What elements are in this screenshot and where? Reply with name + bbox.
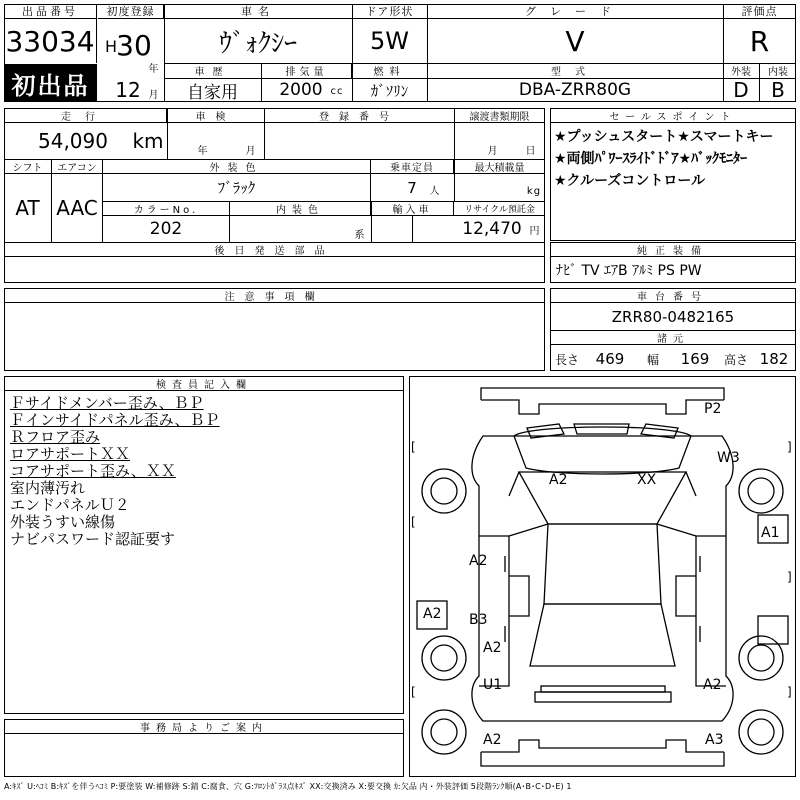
- lot-number: 33034: [4, 19, 97, 63]
- chassis-value: ZRR80-0482165: [611, 308, 735, 326]
- displacement-label: 排気量: [262, 63, 352, 78]
- shift-label: シフト: [4, 159, 52, 174]
- color-no-label: カラーNo.: [103, 201, 230, 216]
- inspection-month-unit: 月: [245, 145, 257, 156]
- rear-bumper-outline: [481, 740, 724, 766]
- inspector-note-5: コアサポート歪み、ＸＸ: [10, 462, 176, 480]
- car-name-value: ｳﾞｫｸｼｰ: [218, 28, 297, 59]
- mileage-value: 54,090: [38, 129, 108, 153]
- first-reg-year-unit: 年: [148, 63, 160, 74]
- import-label: 輸入車: [371, 201, 454, 216]
- body-outline: [472, 436, 733, 721]
- inspector-note-6: 室内薄汚れ: [10, 479, 86, 497]
- bracket-right-rear: ]: [787, 685, 792, 699]
- model-value: DBA-ZRR80G: [518, 80, 632, 100]
- history-label: 車歴: [164, 63, 262, 78]
- mark-w3: W3: [717, 450, 740, 466]
- dims-width-label: 幅: [646, 352, 659, 367]
- displacement-value: 2000: [279, 80, 323, 100]
- capacity-label: 乗車定員: [371, 159, 454, 174]
- displacement-unit: cc: [330, 85, 344, 97]
- inspection-label: 車検: [167, 108, 264, 123]
- fuel-value: ｶﾞｿﾘﾝ: [370, 81, 409, 100]
- equipment-label: 純正装備: [550, 242, 796, 257]
- inspector-note-2: Ｆインサイドパネル歪み、ＢＰ: [10, 411, 220, 429]
- first-reg-label: 初度登録: [98, 4, 164, 19]
- bracket-left-rear: [: [411, 685, 416, 699]
- inspector-note-7: エンドパネルＵ２: [10, 496, 130, 514]
- inspector-note-3: Ｒフロア歪み: [10, 428, 101, 446]
- inspector-note-9: ナビパスワード認証要す: [10, 530, 176, 548]
- sales-points-list: [550, 126, 796, 206]
- bracket-right-front: ]: [787, 440, 792, 454]
- mileage-label: 走行: [4, 108, 167, 123]
- mark-a2-rear-right: A2: [703, 677, 722, 693]
- transfer-label: 譲渡書類期限: [454, 108, 545, 123]
- later-parts-label: 後日発送部品: [4, 242, 545, 257]
- dims-length-value: 469: [595, 350, 625, 368]
- mark-a2-door: A2: [469, 553, 488, 569]
- first-reg-year: 30: [116, 28, 152, 62]
- notes-label: 注意事項欄: [4, 288, 545, 303]
- mark-a2-bumper: A2: [483, 732, 502, 748]
- inspector-note-4: ロアサポートＸＸ: [10, 445, 131, 463]
- first-reg-month: 12: [115, 79, 141, 101]
- recycle-value: 12,470: [462, 219, 522, 239]
- inspector-note-1: Ｆサイドメンバー歪み、ＢＰ: [10, 394, 204, 412]
- dims-width-value: 169: [680, 350, 710, 368]
- score-label: 評価点: [723, 4, 796, 19]
- mark-a2-roof-left: A2: [549, 472, 568, 488]
- recycle-label: リサイクル預託金: [454, 201, 545, 216]
- front-bumper-outline: [481, 388, 724, 414]
- mileage-unit: km: [132, 129, 164, 153]
- color-value: ﾌﾞﾗｯｸ: [103, 174, 371, 201]
- mark-a3: A3: [705, 732, 724, 748]
- dims-height-value: 182: [759, 350, 789, 368]
- score-value: R: [749, 24, 770, 58]
- load-unit: kg: [526, 185, 542, 197]
- mark-xx: XX: [637, 472, 657, 488]
- mark-p2: P2: [704, 401, 722, 417]
- recycle-unit: 円: [529, 225, 541, 236]
- transfer-day-unit: 日: [525, 145, 537, 156]
- mark-a2-rear: A2: [483, 640, 502, 656]
- doors-label: ドア形状: [352, 4, 427, 19]
- color-label: 外装色: [103, 159, 371, 174]
- mark-a2-side: A2: [423, 606, 442, 622]
- fuel-label: 燃料: [373, 67, 406, 78]
- color-no-value: 202: [103, 216, 230, 242]
- capacity-value: 7: [407, 179, 417, 197]
- capacity-unit: 人: [429, 185, 441, 196]
- bracket-left-front: [: [411, 440, 416, 454]
- doors-value: 5W: [370, 27, 409, 55]
- shift-value: AT: [4, 174, 52, 242]
- first-reg-era: H: [104, 36, 118, 56]
- exterior-score: D: [723, 78, 760, 102]
- exterior-label: 外装: [723, 63, 760, 78]
- ac-label: エアコン: [52, 159, 103, 174]
- lot-label: 出品番号: [4, 4, 97, 19]
- grade-label: グレード: [427, 4, 723, 19]
- legend: A:ｷｽﾞ U:ﾍｺﾐ B:ｷｽﾞを伴うﾍｺﾐ P:要塗装 W:補修跡 S:錆 C:腐食、穴 G:ﾌﾛﾝﾄｶﾞﾗｽ点ｷｽﾞ XX:交換済み X:要交換 ｶ:欠品 内・外装評価 5段階ﾗﾝｸ順(A･B･C･D･E) 1: [4, 782, 572, 791]
- car-diagram: [409, 376, 796, 777]
- bracket-left-mid: [: [411, 515, 416, 529]
- interior-label: 内装: [768, 67, 788, 78]
- mark-a1: A1: [761, 525, 780, 541]
- history-value: 自家用: [164, 78, 262, 102]
- inspector-notes: [10, 395, 220, 548]
- bracket-right-mid: ]: [787, 570, 792, 584]
- inspector-note-8: 外装うすい線傷: [10, 513, 116, 531]
- office-label: 事務局よりご案内: [4, 719, 404, 734]
- interior-color-label: 内装色: [230, 201, 371, 216]
- first-reg-month-unit: 月: [148, 89, 160, 100]
- interior-color-unit: 系: [354, 229, 366, 240]
- grade-value: V: [565, 24, 585, 58]
- dims-label: 諸元: [550, 330, 796, 345]
- transfer-month-unit: 月: [487, 145, 499, 156]
- sales-points-label: セールスポイント: [550, 108, 796, 123]
- ac-value: AAC: [52, 174, 103, 242]
- mark-b3: B3: [469, 612, 488, 628]
- load-label: 最大積載量: [454, 159, 545, 174]
- chassis-label: 車台番号: [550, 288, 796, 303]
- inspector-label: 検査員記入欄: [4, 376, 404, 391]
- first-listing-badge: 初出品: [4, 64, 97, 102]
- sales-point-2: ★両側ﾊﾟﾜｰｽﾗｲﾄﾞﾄﾞｱ★ﾊﾞｯｸﾓﾆﾀｰ: [554, 151, 748, 167]
- inspection-year-unit: 年: [197, 145, 209, 156]
- mark-u1: U1: [483, 677, 503, 693]
- dims-length-label: 長さ: [554, 352, 579, 367]
- plate-label: 登録番号: [264, 108, 454, 123]
- sales-point-3: ★クルーズコントロール: [554, 173, 706, 189]
- car-name-label: 車名: [164, 4, 352, 19]
- dims-height-label: 高さ: [723, 352, 748, 367]
- equipment-value: ﾅﾋﾞ TV ｴｱB ｱﾙﾐ PS PW: [556, 263, 702, 279]
- interior-score: B: [771, 78, 785, 102]
- model-label: 型式: [551, 67, 599, 78]
- sales-point-1: ★プッシュスタート★スマートキー: [554, 129, 774, 145]
